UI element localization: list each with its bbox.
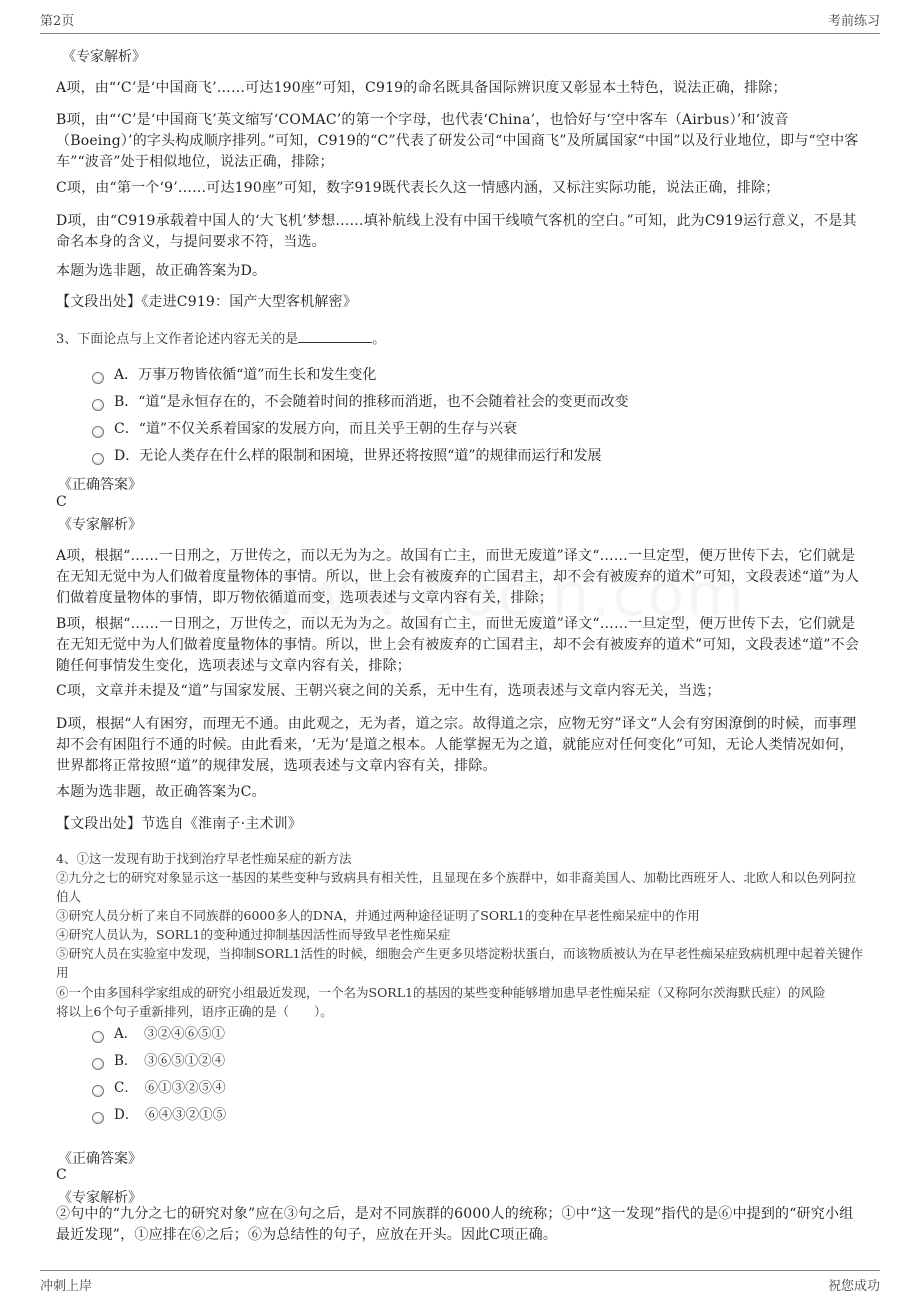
analysis-option-a: A项，由“‘C’是‘中国商飞’……可达190座”可知，C919的命名既具备国际辨识度又彰显本土特色，说法正确，排除； xyxy=(56,80,787,96)
radio-icon[interactable] xyxy=(92,453,104,465)
question-4-sentence-1: 4、①这一发现有助于找到治疗早老性痴呆症的新方法 xyxy=(56,851,352,866)
question-4-prompt: 将以上6个句子重新排列，语序正确的是（ ）。 xyxy=(56,1004,333,1019)
option-b[interactable]: B． ③⑥⑤①②④ xyxy=(92,1051,225,1071)
question-4-sentence-5: ⑤研究人员在实验室中发现，当抑制SORL1活性的时候，细胞会产生更多贝塔淀粉状蛋白，而该物质被认为在早老性痴呆症致病机理中起着关键作用 xyxy=(56,946,863,980)
page-number: 第2页 xyxy=(40,14,75,29)
radio-icon[interactable] xyxy=(92,372,104,384)
option-d[interactable]: D． ⑥④③②①⑤ xyxy=(92,1105,226,1125)
conclusion: 本题为选非题，故正确答案为C。 xyxy=(56,784,266,800)
answer-label: 《正确答案》 xyxy=(58,1151,142,1167)
option-a[interactable]: A． ③②④⑥⑤① xyxy=(92,1024,225,1044)
question-3-stem: 3、下面论点与上文作者论述内容无关的是 。 xyxy=(56,332,386,347)
question-4-sentence-4: ④研究人员认为，SORL1的变种通过抑制基因活性而导致早老性痴呆症 xyxy=(56,927,451,942)
analysis-option-c: C项，文章并未提及“道”与国家发展、王朝兴衰之间的关系，无中生有，选项表述与文章内容无关，当选； xyxy=(56,683,721,699)
conclusion: 本题为选非题，故正确答案为D。 xyxy=(56,263,267,279)
analysis-option-b: B项，由“‘C’是‘中国商飞’英文缩写‘COMAC’的第一个字母，也代表‘China’，也恰好与‘空中客车（Airbus）’和‘波音（Boeing）’的字头构成顺序排列。”可知，C919的“C”代表了研发公司“中国商飞”及所属国家“中国”以及行业地位，即与“空中客车”“波音”处于相似地位，说法正确，排除； xyxy=(56,112,859,170)
radio-icon[interactable] xyxy=(92,1058,104,1070)
footer-right: 祝您成功 xyxy=(827,1279,880,1294)
answer-label: 《正确答案》 xyxy=(58,477,142,493)
answer-value: C xyxy=(56,1167,67,1183)
radio-icon[interactable] xyxy=(92,1112,104,1124)
option-c[interactable]: C． ⑥①③②⑤④ xyxy=(92,1078,226,1098)
radio-icon[interactable] xyxy=(92,399,104,411)
header-title: 考前练习 xyxy=(827,14,880,29)
answer-value: C xyxy=(56,494,67,510)
radio-icon[interactable] xyxy=(92,426,104,438)
page-footer xyxy=(40,1270,880,1294)
analysis-option-b: B项，根据“……一日刑之，万世传之，而以无为为之。故国有亡主，而世无废道”译文“……一旦定型，便万世传下去，它们就是在无知无觉中为人们做着度量物体的事情。所以，世上会有被废弃的亡国君主，却不会有被废弃的道术”可知，文段表述“道”不会随任何事情发生变化，选项表述与文章内容有关，排除； xyxy=(56,616,860,674)
option-a[interactable]: A．万事万物皆依循“道”而生长和发生变化 xyxy=(92,365,376,385)
radio-icon[interactable] xyxy=(92,1085,104,1097)
option-c[interactable]: C．“道”不仅关系着国家的发展方向，而且关乎王朝的生存与兴衰 xyxy=(92,419,517,439)
footer-left: 冲刺上岸 xyxy=(40,1279,93,1294)
question-4-sentence-6: ⑥一个由多国科学家组成的研究小组最近发现，一个名为SORL1的基因的某些变种能够增加患早老性痴呆症（又称阿尔茨海默氏症）的风险 xyxy=(56,985,826,1000)
analysis-label: 《专家解析》 xyxy=(58,1190,142,1206)
analysis-text: ②句中的“九分之七的研究对象”应在③句之后，是对不同族群的6000人的统称；①中“这一发现”指代的是⑥中提到的“研究小组最近发现”，①应排在⑥之后；⑥为总结性的句子，应放在开头。因此C项正确。 xyxy=(56,1206,854,1243)
option-b[interactable]: B．“道”是永恒存在的，不会随着时间的推移而消逝，也不会随着社会的变更而改变 xyxy=(92,392,629,412)
analysis-option-c: C项，由“第一个‘9’……可达190座”可知，数字919既代表长久这一情感内涵，又标注实际功能，说法正确，排除； xyxy=(56,180,780,196)
page-header xyxy=(40,10,880,34)
option-d[interactable]: D．无论人类存在什么样的限制和困境，世界还将按照“道”的规律而运行和发展 xyxy=(92,446,602,466)
analysis-option-d: D项，根据“人有困穷，而理无不通。由此观之，无为者，道之宗。故得道之宗，应物无穷”译文“人会有穷困潦倒的时候，而事理却不会有困阻行不通的时候。由此看来，‘无为’是道之根本。人能掌握无为之道，就能应对任何变化”可知，无论人类情况如何，世界都将正常按照“道”的规律发展，选项表述与文章内容有关，排除。 xyxy=(56,716,857,774)
question-4-sentence-2: ②九分之七的研究对象显示这一基因的某些变种与致病具有相关性，且显现在多个族群中，如非裔美国人、加勒比西班牙人、北欧人和以色列阿拉伯人 xyxy=(56,870,857,904)
source: 【文段出处】《走进C919：国产大型客机解密》 xyxy=(56,294,358,310)
question-4-sentence-3: ③研究人员分析了来自不同族群的6000多人的DNA，并通过两种途径证明了SORL1的变种在早老性痴呆症中的作用 xyxy=(56,908,700,923)
analysis-label: 《专家解析》 xyxy=(62,49,146,65)
source: 【文段出处】节选自《淮南子·主术训》 xyxy=(56,816,303,832)
analysis-option-d: D项，由“C919承载着中国人的‘大飞机’梦想……填补航线上没有中国干线喷气客机的空白。”可知，此为C919运行意义，不是其命名本身的含义，与提问要求不符，当选。 xyxy=(56,213,857,250)
analysis-option-a: A项，根据“……一日刑之，万世传之，而以无为为之。故国有亡主，而世无废道”译文“……一旦定型，便万世传下去，它们就是在无知无觉中为人们做着度量物体的事情。所以，世上会有被废弃的亡国君主，却不会有被废弃的道术”可知，文段表述“道”为人们做着度量物体的事情，即万物依循道而变，选项表述与文章内容有关，排除； xyxy=(56,548,860,606)
analysis-label: 《专家解析》 xyxy=(58,517,142,533)
answer-blank xyxy=(298,330,372,343)
radio-icon[interactable] xyxy=(92,1031,104,1043)
